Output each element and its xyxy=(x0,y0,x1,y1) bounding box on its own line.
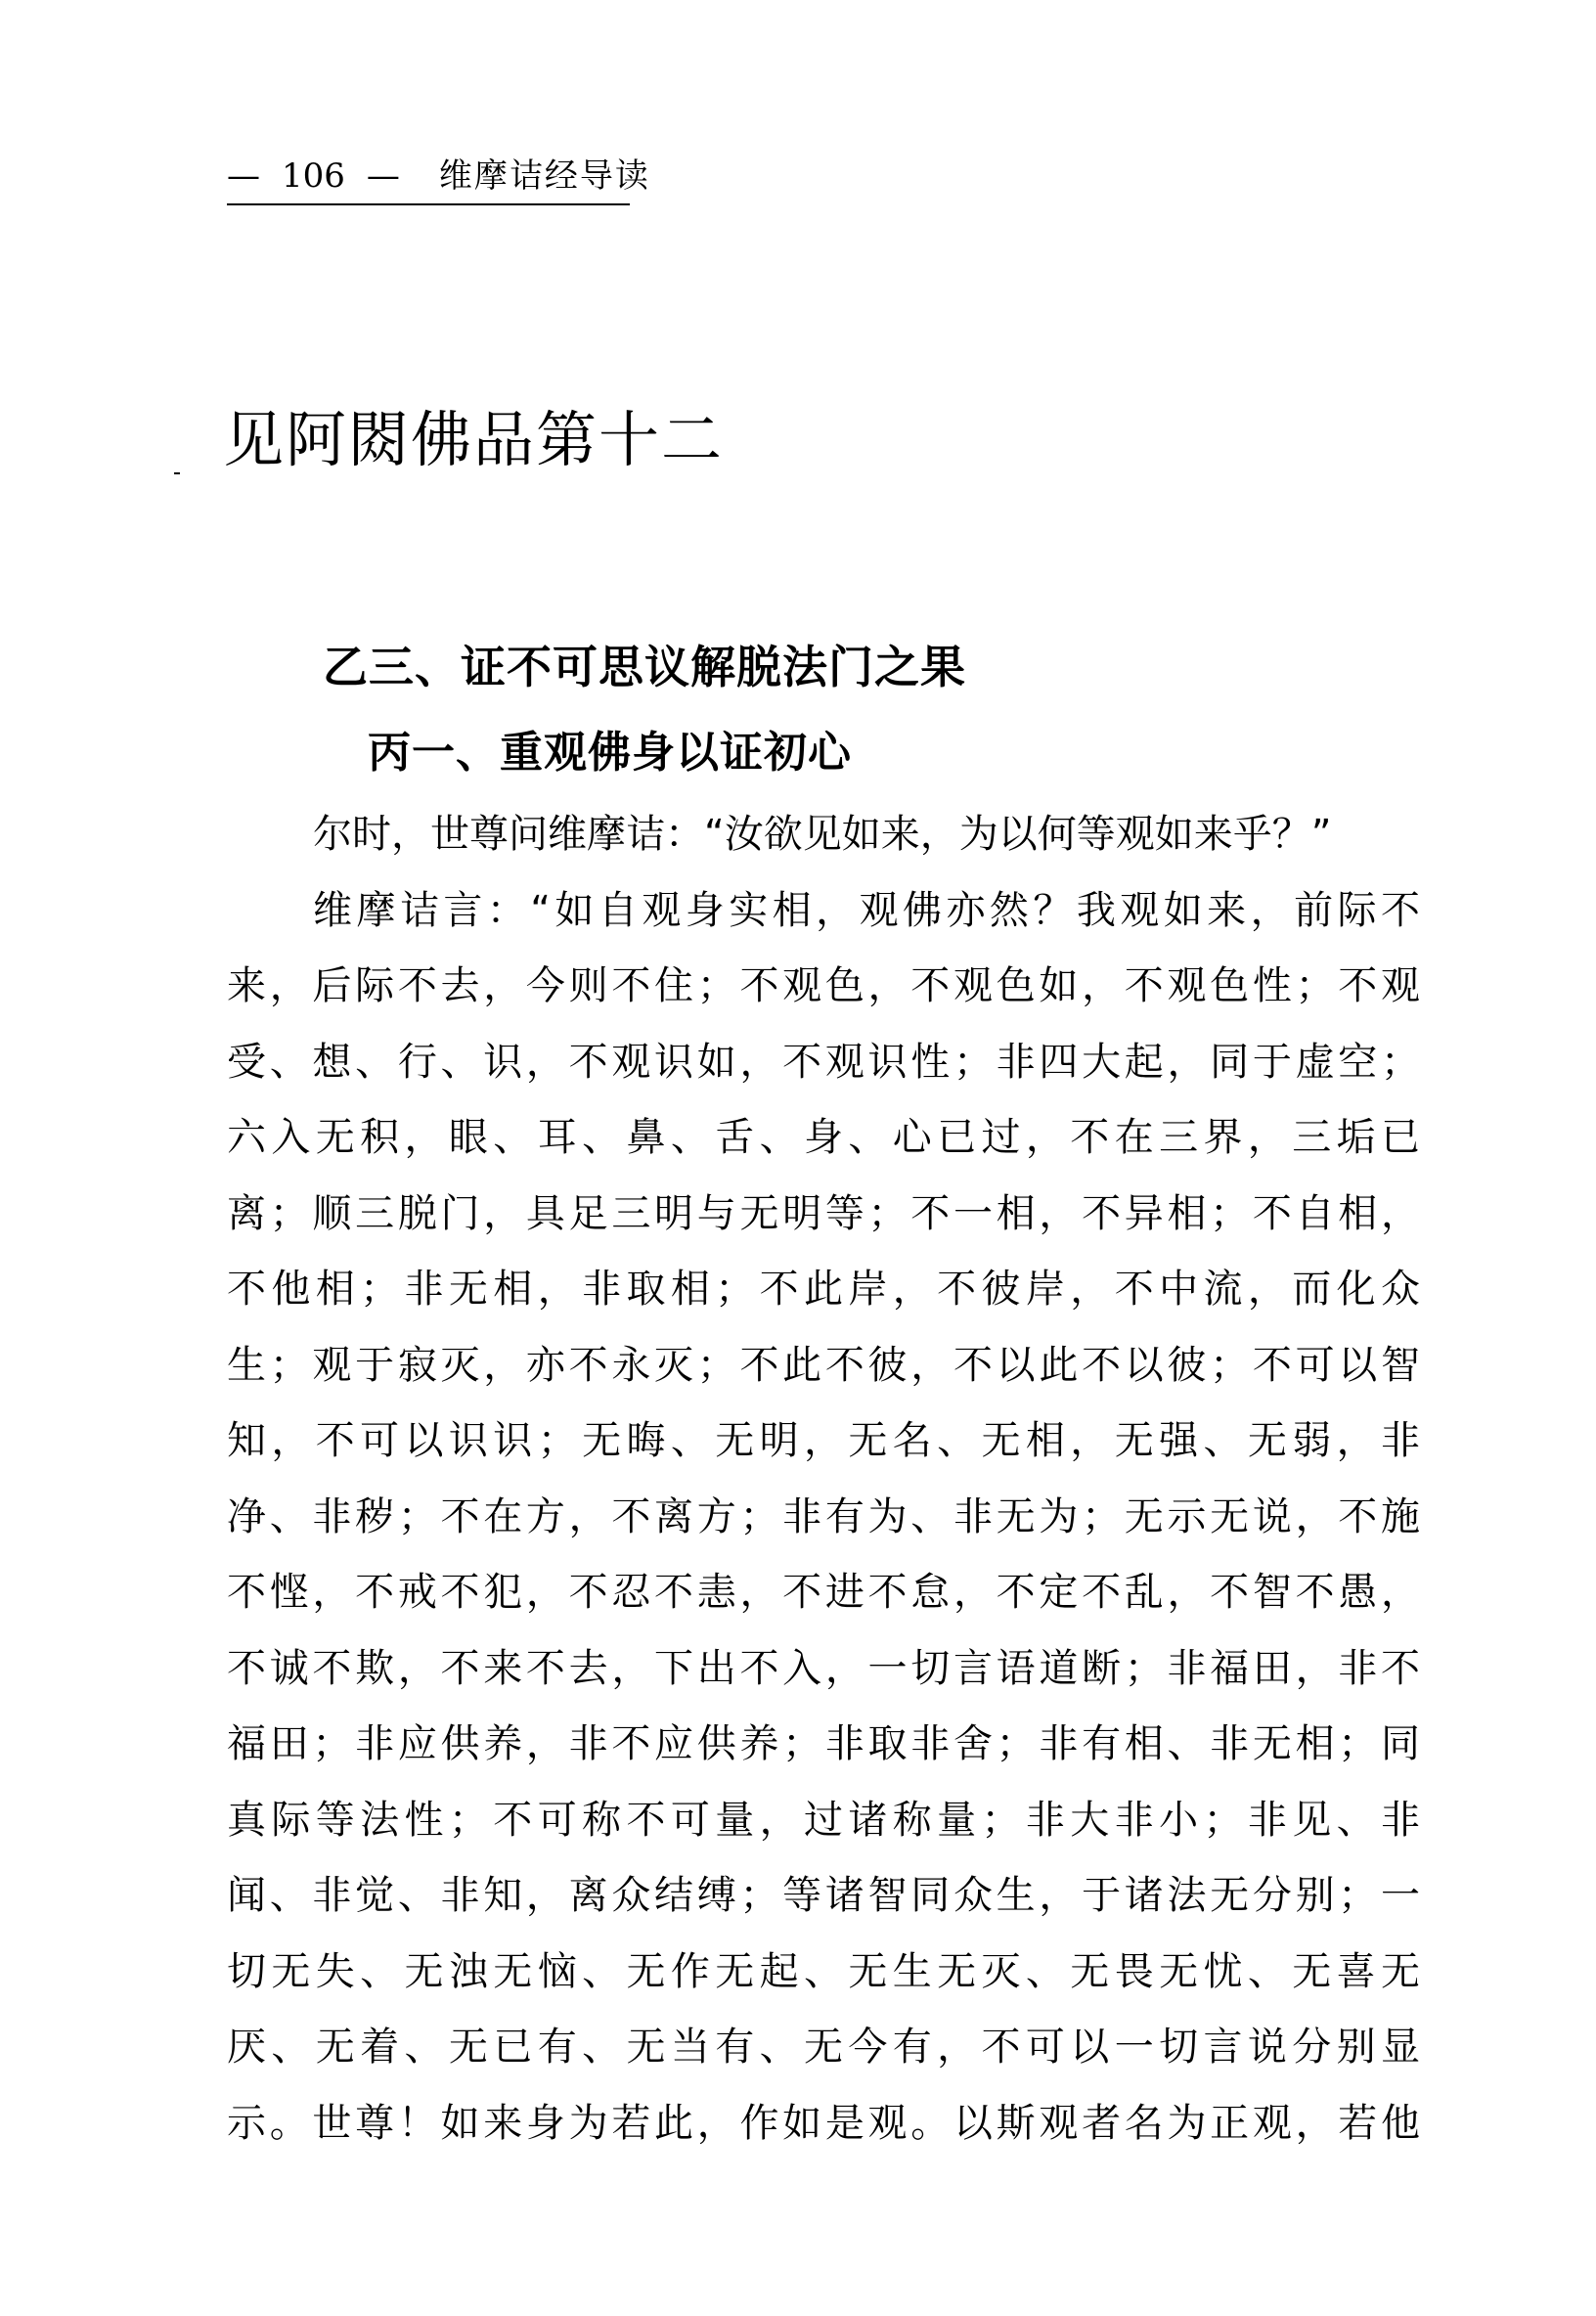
section-heading: 乙三、证不可思议解脱法门之果 xyxy=(323,641,966,693)
book-title: 维摩诘经导读 xyxy=(438,156,650,196)
body-line: 不他相；非无相，非取相；不此岸，不彼岸，不中流，而化众 xyxy=(227,1267,1420,1312)
body-line: 真际等法性；不可称不可量，过诸称量；非大非小；非见、非 xyxy=(227,1797,1420,1843)
body-line: 不悭，不戒不犯，不忍不恚，不进不怠，不定不乱，不智不愚， xyxy=(227,1570,1420,1615)
body-text xyxy=(227,804,1420,2168)
body-line: 受、想、行、识，不观识如，不观识性；非四大起，同于虚空； xyxy=(227,1039,1420,1085)
body-line: 净、非秽；不在方，不离方；非有为、非无为；无示无说，不施 xyxy=(227,1493,1420,1539)
body-line: 切无失、无浊无恼、无作无起、无生无灭、无畏无忧、无喜无 xyxy=(227,1948,1420,1994)
body-line: 福田；非应供养，非不应供养；非取非舍；非有相、非无相；同 xyxy=(227,1721,1420,1766)
body-line: 尔时，世尊问维摩诘：“汝欲见如来，为以何等观如来乎？” xyxy=(313,812,1332,857)
body-line: 六入无积，眼、耳、鼻、舌、身、心已过，不在三界，三垢已 xyxy=(227,1115,1420,1160)
body-line: 离；顺三脱门，具足三明与无明等；不一相，不异相；不自相， xyxy=(227,1190,1420,1236)
body-line: 示。世尊！如来身为若此，作如是观。以斯观者名为正观，若他 xyxy=(227,2100,1420,2146)
body-line: 闻、非觉、非知，离众结缚；等诸智同众生，于诸法无分别；一 xyxy=(227,1873,1420,1918)
body-line: 知，不可以识识；无晦、无明，无名、无相，无强、无弱，非 xyxy=(227,1418,1420,1463)
body-line: 生；观于寂灭，亦不永灭；不此不彼，不以此不以彼；不可以智 xyxy=(227,1342,1420,1388)
body-line: 不诚不欺，不来不去，下出不入，一切言语道断；非福田，非不 xyxy=(227,1645,1420,1691)
running-head-dash-left: — xyxy=(227,156,260,196)
body-line: 维摩诘言：“如自观身实相，观佛亦然？我观如来，前际不 xyxy=(313,887,1420,933)
page-number: 106 xyxy=(282,156,345,196)
scan-speck xyxy=(174,472,180,474)
running-head xyxy=(227,155,650,205)
body-line: 来，后际不去，今则不住；不观色，不观色如，不观色性；不观 xyxy=(227,963,1420,1008)
subsection-heading: 丙一、重观佛身以证初心 xyxy=(368,728,852,778)
body-line: 厌、无着、无已有、无当有、无今有，不可以一切言说分别显 xyxy=(227,2025,1420,2070)
running-head-dash-right: — xyxy=(366,156,400,196)
chapter-title: 见阿閦佛品第十二 xyxy=(223,404,725,475)
